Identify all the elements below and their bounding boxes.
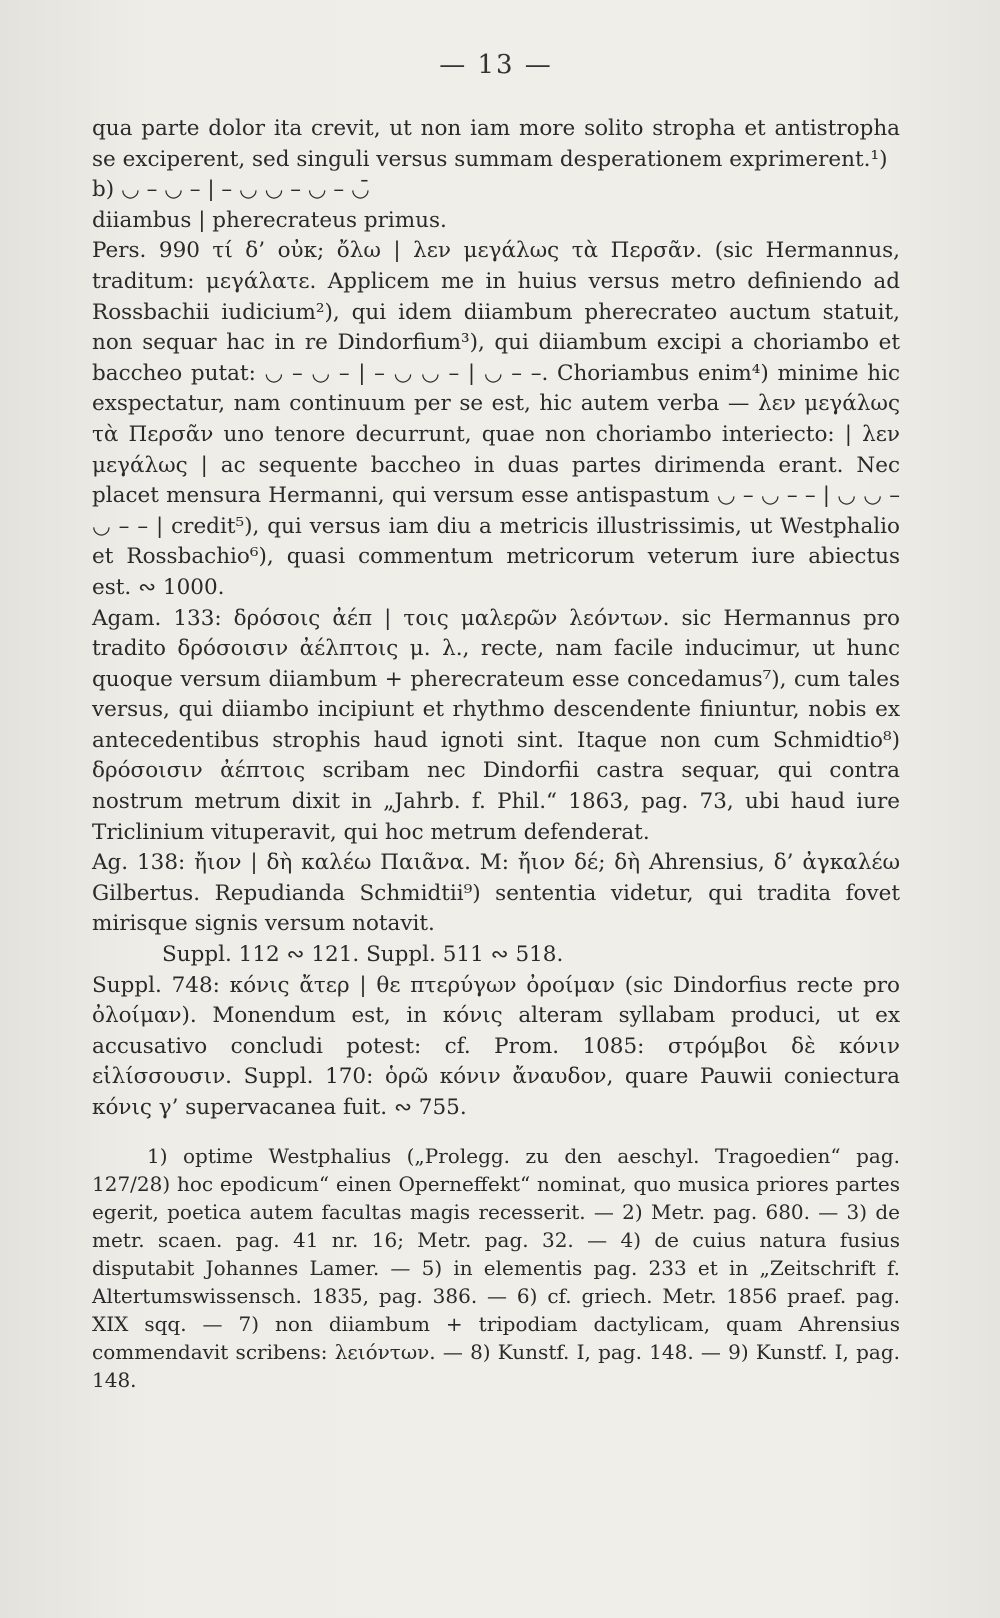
paragraph-pers-990: Pers. 990 τί δ’ οὐκ; ὄλω | λεν μεγάλως τὰ Περσᾶν. (sic Hermannus, traditum: μεγάλατε. Applicem me in huius versus metro definiendo ad Rossbachii iudicium²), qui idem diiambum pherecrateo auctum statuit, non sequar hac in re Dindorfium³), qui diiambum excipi a choriambo et baccheo putat: ◡ – ◡ – | – ◡ ◡ – | ◡ – –. Choriambus enim⁴) minime hic exspectatur, nam continuum per se est, hic autem verba — λεν μεγάλως τὰ Περσᾶν uno tenore decurrunt, quae non choriambo interiecto: | λεν μεγάλως | ac sequente baccheo in duas partes dirimenda erant. Nec placet mensura Hermanni, qui versum esse antispastum ◡ – ◡ – – | ◡ ◡ – ◡ – – | credit⁵), qui versus iam diu a metricis illustrissimis, ut Westphalio et Rossbachio⁶), quasi commentum metricorum veterum iure abiectus est. ∾ 1000. (92, 238, 900, 600)
footnotes (92, 1142, 900, 1394)
paragraph-ag-138: Ag. 138: ἤιον | δὴ καλέω Παιᾶνα. M: ἤιον δέ; δὴ Ahrensius, δ’ ἀγκαλέω Gilbertus. Repudianda Schmidtii⁹) sententia videtur, qui tradita fovet mirisque signis versum notavit. (92, 850, 900, 937)
paragraph-intro: qua parte dolor ita crevit, ut non iam more solito stropha et antistropha se exciperent, sed singuli versus summam desperationem exprimerent.¹) (92, 116, 900, 172)
metrical-scheme: b) ◡ – ◡ – | – ◡ ◡ – ◡ – ◡̄ (92, 177, 370, 203)
main-text (92, 114, 900, 1124)
page-number: — 13 — (439, 50, 553, 80)
footnote-text: 1) optime Westphalius („Prolegg. zu den aeschyl. Tragoedien“ pag. 127/28) hoc epodicum“ einen Operneffekt“ nominat, quo musica priores partes egerit, poetica autem facultas magis recesserit. — 2) Metr. pag. 680. — 3) de metr. scaen. pag. 41 nr. 16; Metr. pag. 32. — 4) de cuius natura fusius disputabit Johannes Lamer. — 5) in elementis pag. 233 et in „Zeitschrift f. Altertumswissensch. 1835, pag. 386. — 6) cf. griech. Metr. 1856 praef. pag. XIX sqq. — 7) non diiambum + tripodiam dactylicam, quam Ahrensius commendavit scribens: λειόντων. — 8) Kunstf. I, pag. 148. — 9) Kunstf. I, pag. 148. (92, 1143, 900, 1392)
paragraph-agam-133: Agam. 133: δρόσοις ἀέπ | τοις μαλερῶν λεόντων. sic Hermannus pro tradito δρόσοισιν ἀέλπτοις μ. λ., recte, nam facile inducimur, ut hunc quoque versum diiambum + pherecrateum esse concedamus⁷), cum tales versus, qui diiambo incipiunt et rhythmo descendente finiuntur, nobis ex antecedentibus strophis haud ignoti sint. Itaque non cum Schmidtio⁸) δρόσοισιν ἀέπτοις scribam nec Dindorfii castra sequar, qui contra nostrum metrum dixit in „Jahrb. f. Phil.“ 1863, pag. 73, ubi haud iure Triclinium vituperavit, qui hoc metrum defenderat. (92, 605, 900, 845)
scheme-label: diiambus | pherecrateus primus. (92, 207, 447, 233)
paragraph-suppl-112: Suppl. 112 ∾ 121. Suppl. 511 ∾ 518. (162, 942, 564, 968)
paragraph-suppl-748: Suppl. 748: κόνις ἄτερ | θε πτερύγων ὀροίμαν (sic Dindorfius recte pro ὀλοίμαν). Monendum est, in κόνις alteram syllabam produci, ut ex accusativo concludi potest: cf. Prom. 1085: στρόμβοι δὲ κόνιν εἱλίσσουσιν. Suppl. 170: ὁρῶ κόνιν ἄναυδον, quare Pauwii coniectura κόνις γ’ supervacanea fuit. ∾ 755. (92, 972, 900, 1120)
